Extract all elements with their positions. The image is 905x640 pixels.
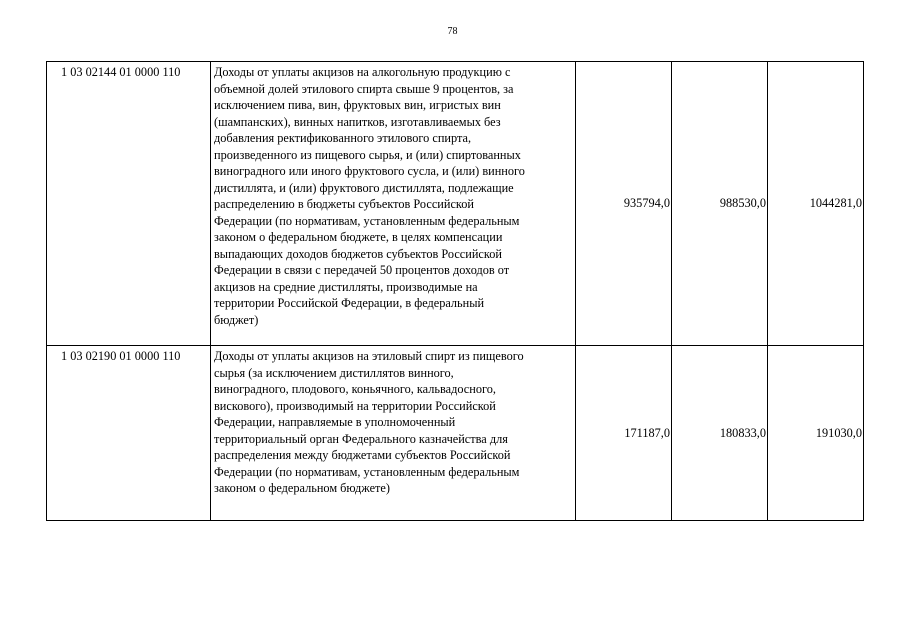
- description-cell: [211, 62, 576, 346]
- description-line: виноградного, плодового, коньячного, кальвадосного,: [214, 382, 496, 396]
- description-cell: [211, 346, 576, 521]
- value-cell-year-3: 1044281,0: [768, 62, 864, 346]
- description-line: добавления ректификованного этилового спирта,: [214, 131, 472, 145]
- description-line: выпадающих доходов бюджетов субъектов Российской: [214, 246, 502, 261]
- description-line: законом о федеральном бюджете): [214, 481, 390, 495]
- value-cell-year-3: 191030,0: [768, 346, 864, 521]
- description-line: (шампанских), винных напитков, изготавливаемых без: [214, 114, 501, 129]
- description-line: Федерации (по нормативам, установленным федеральным: [214, 464, 520, 479]
- description-line: законом о федеральном бюджете, в целях компенсации: [214, 230, 503, 244]
- value-cell-year-2: 988530,0: [672, 62, 768, 346]
- description-line: виноградного или иного фруктового сусла, и (или) винного: [214, 164, 525, 178]
- description-line: Доходы от уплаты акцизов на этиловый спирт из пищевого: [214, 349, 524, 363]
- description-line: акцизов на средние дистилляты, производимые на: [214, 279, 478, 294]
- description-line: бюджет): [214, 312, 259, 327]
- value-cell-year-1: 935794,0: [576, 62, 672, 346]
- description-line: распределения между бюджетами субъектов Российской: [214, 448, 511, 462]
- description-line: объемной долей этилового спирта свыше 9 процентов, за: [214, 81, 514, 96]
- description-line: территории Российской Федерации, в федеральный: [214, 296, 485, 310]
- description-line: сырья (за исключением дистиллятов винного,: [214, 365, 454, 380]
- description-line: распределению в бюджеты субъектов Российской: [214, 197, 474, 211]
- description-line: Федерации, направляемые в уполномоченный: [214, 415, 456, 429]
- description-line: территориальный орган Федерального казначейства для: [214, 431, 508, 446]
- value-cell-year-2: 180833,0: [672, 346, 768, 521]
- revenue-table: [46, 61, 864, 521]
- description-line: исключением пива, вин, фруктовых вин, игристых вин: [214, 98, 501, 112]
- table-row: [47, 346, 864, 521]
- description-line: Федерации в связи с передачей 50 процентов доходов от: [214, 263, 510, 277]
- description-line: дистиллята, и (или) фруктового дистиллята, подлежащие: [214, 180, 514, 195]
- description-line: Федерации (по нормативам, установленным федеральным: [214, 213, 520, 228]
- description-line: произведенного из пищевого сырья, и (или) спиртованных: [214, 147, 521, 162]
- page-number: 78: [447, 26, 458, 37]
- description-line: вискового), производимый на территории Российской: [214, 398, 496, 413]
- description-line: Доходы от уплаты акцизов на алкогольную продукцию с: [214, 65, 511, 79]
- table-row: [47, 62, 864, 346]
- budget-code-cell: 1 03 02190 01 0000 110: [47, 346, 211, 521]
- value-cell-year-1: 171187,0: [576, 346, 672, 521]
- budget-code-cell: 1 03 02144 01 0000 110: [47, 62, 211, 346]
